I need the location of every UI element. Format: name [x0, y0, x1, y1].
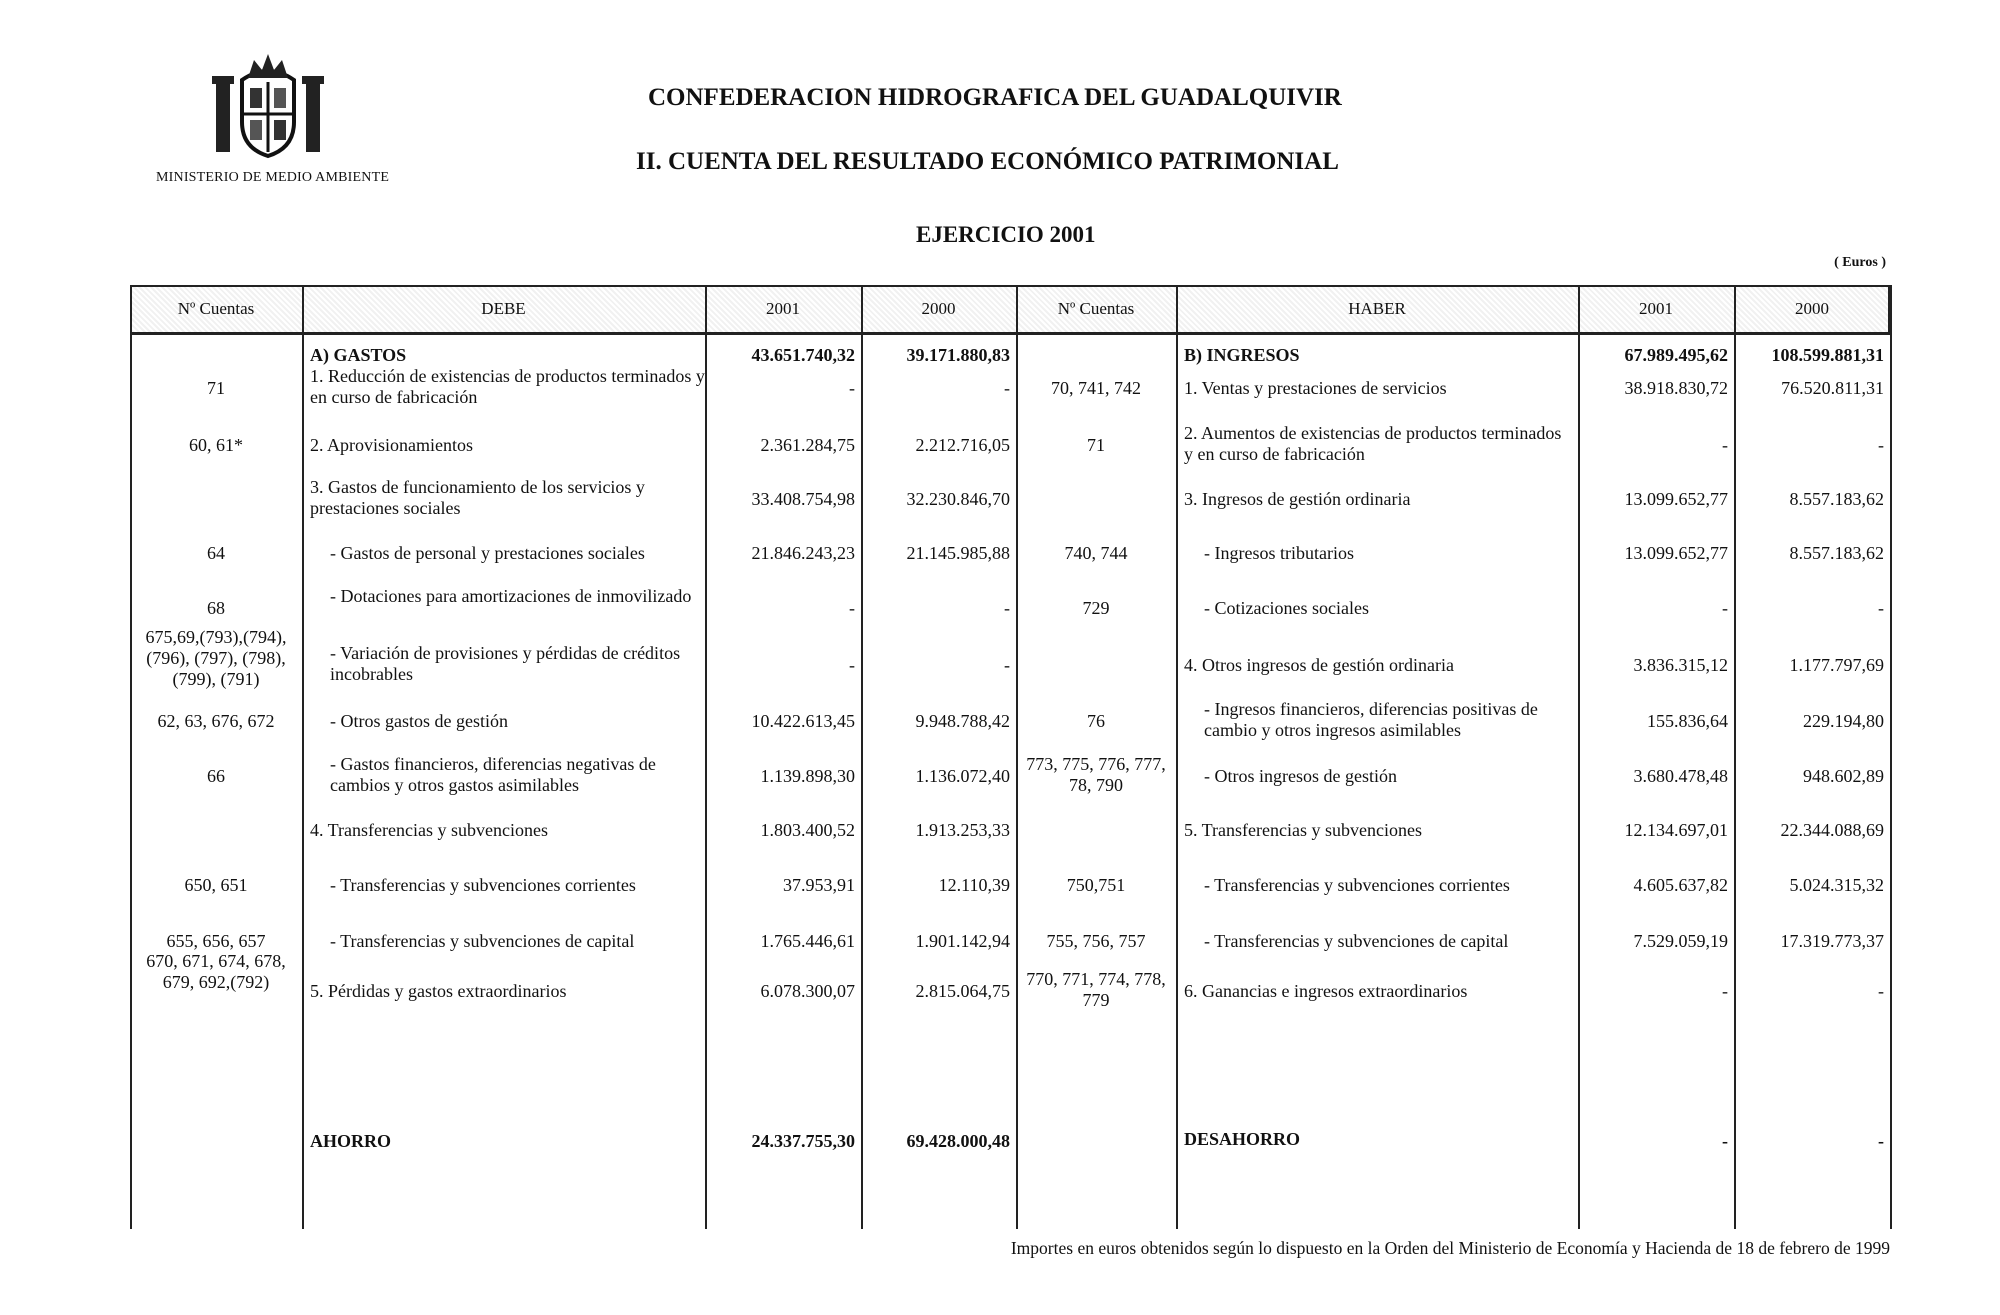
haber-row-2000: - [1878, 981, 1884, 1001]
income-statement-table [130, 285, 1892, 1229]
debe-row-cuentas: 71 [207, 378, 225, 398]
haber-row-2000: 22.344.088,69 [1780, 820, 1884, 840]
haber-row-cuentas: 76 [1087, 711, 1105, 731]
debe-row-desc: - Otros gastos de gestión [330, 711, 508, 731]
header-debe-2001: 2001 [766, 299, 800, 318]
debe-row-cuentas: 655, 656, 657 [166, 931, 266, 951]
footnote: Importes en euros obtenidos según lo dispuesto en la Orden del Ministerio de Economía y Hacienda de 18 de febrero de 1999 [1010, 1238, 1890, 1258]
ahorro-2001: 24.337.755,30 [751, 1131, 855, 1151]
debe-row-2000: 2.212.716,05 [915, 435, 1010, 455]
debe-row-desc: 5. Pérdidas y gastos extraordinarios [310, 981, 567, 1001]
debe-row-2000: 1.136.072,40 [915, 766, 1010, 786]
report-title: II. CUENTA DEL RESULTADO ECONÓMICO PATRIMONIAL [636, 148, 1339, 175]
haber-row-2001: 3.680.478,48 [1633, 766, 1728, 786]
debe-row-2000: 21.145.985,88 [906, 543, 1010, 563]
ministry-name: MINISTERIO DE MEDIO AMBIENTE [156, 170, 390, 185]
haber-row-cuentas: 729 [1082, 598, 1110, 618]
debe-row-cuentas: 62, 63, 676, 672 [157, 711, 275, 731]
debe-row-desc: 4. Transferencias y subvenciones [310, 820, 548, 840]
debe-row-2000: 32.230.846,70 [906, 489, 1010, 509]
debe-row-desc: 1. Reducción de existencias de productos terminados y en curso de fabricación [310, 366, 705, 407]
haber-row-2000: 5.024.315,32 [1789, 875, 1884, 895]
debe-row-cuentas: 60, 61* [189, 435, 243, 455]
haber-row-cuentas: 770, 771, 774, 778, 779 [1026, 969, 1166, 1010]
debe-row-desc: - Dotaciones para amortizaciones de inmovilizado [330, 586, 692, 606]
coat-of-arms-icon [210, 52, 326, 162]
haber-row-desc: 3. Ingresos de gestión ordinaria [1184, 489, 1411, 509]
debe-row-2000: - [1004, 378, 1010, 398]
debe-section-2001: 43.651.740,32 [751, 345, 855, 365]
haber-row-2000: 1.177.797,69 [1789, 655, 1884, 675]
debe-row-2001: 21.846.243,23 [751, 543, 855, 563]
haber-row-2001: 13.099.652,77 [1624, 543, 1728, 563]
haber-row-desc: 5. Transferencias y subvenciones [1184, 820, 1422, 840]
haber-section-2000: 108.599.881,31 [1771, 345, 1884, 365]
haber-row-cuentas: 70, 741, 742 [1051, 378, 1141, 398]
haber-row-desc: - Transferencias y subvenciones corrientes [1204, 875, 1510, 895]
debe-row-desc: - Gastos de personal y prestaciones sociales [330, 543, 645, 563]
desahorro-2001: - [1722, 1131, 1728, 1151]
debe-row-cuentas: 670, 671, 674, 678, 679, 692,(792) [146, 951, 286, 992]
debe-row-desc: 3. Gastos de funcionamiento de los servicios y prestaciones sociales [310, 477, 645, 518]
haber-row-2001: 7.529.059,19 [1633, 931, 1728, 951]
haber-row-2001: - [1722, 981, 1728, 1001]
debe-row-desc: - Gastos financieros, diferencias negativas de cambios y otros gastos asimilables [330, 754, 656, 795]
units-label: ( Euros ) [1834, 255, 1886, 270]
haber-row-2001: 13.099.652,77 [1624, 489, 1728, 509]
haber-row-2000: 229.194,80 [1803, 711, 1884, 731]
debe-row-desc: - Transferencias y subvenciones de capital [330, 931, 635, 951]
header-haber-2001: 2001 [1639, 299, 1673, 318]
haber-row-2000: - [1878, 435, 1884, 455]
haber-row-desc: 4. Otros ingresos de gestión ordinaria [1184, 655, 1454, 675]
haber-row-desc: - Ingresos tributarios [1204, 543, 1354, 563]
haber-row-desc: - Ingresos financieros, diferencias positivas de cambio y otros ingresos asimilables [1204, 699, 1538, 740]
debe-row-2000: - [1004, 598, 1010, 618]
haber-section-2001: 67.989.495,62 [1624, 345, 1728, 365]
header-debe-2000: 2000 [921, 299, 956, 318]
haber-row-2000: 948.602,89 [1803, 766, 1884, 786]
haber-row-cuentas: 773, 775, 776, 777, 78, 790 [1026, 754, 1166, 795]
debe-row-2001: 1.765.446,61 [760, 931, 855, 951]
debe-row-2001: 2.361.284,75 [760, 435, 855, 455]
haber-row-2000: 17.319.773,37 [1780, 931, 1884, 951]
debe-row-2000: 2.815.064,75 [915, 981, 1010, 1001]
debe-row-cuentas: 68 [207, 598, 225, 618]
desahorro-2000: - [1878, 1131, 1884, 1151]
debe-section-title: A) GASTOS [310, 345, 407, 365]
haber-row-2000: - [1878, 598, 1884, 618]
debe-row-2001: 1.803.400,52 [760, 820, 855, 840]
debe-row-2001: 6.078.300,07 [760, 981, 855, 1001]
haber-row-2001: 155.836,64 [1647, 711, 1728, 731]
debe-row-cuentas: 66 [207, 766, 225, 786]
haber-row-2000: 76.520.811,31 [1781, 378, 1884, 398]
haber-row-2001: - [1722, 435, 1728, 455]
haber-row-2001: - [1722, 598, 1728, 618]
debe-row-2000: 1.901.142,94 [915, 931, 1010, 951]
haber-row-cuentas: 71 [1087, 435, 1105, 455]
debe-row-2000: 12.110,39 [938, 875, 1010, 895]
fiscal-year: EJERCICIO 2001 [916, 222, 1096, 247]
debe-row-2001: 33.408.754,98 [751, 489, 855, 509]
haber-row-2001: 12.134.697,01 [1624, 820, 1728, 840]
header-haber: HABER [1348, 299, 1406, 318]
haber-row-desc: - Otros ingresos de gestión [1204, 766, 1397, 786]
haber-row-cuentas: 750,751 [1066, 875, 1126, 895]
debe-section-2000: 39.171.880,83 [906, 345, 1010, 365]
haber-row-desc: - Transferencias y subvenciones de capital [1204, 931, 1509, 951]
debe-row-cuentas: 675,69,(793),(794), (796), (797), (798), (799), (791) [145, 627, 287, 689]
header-haber-2000: 2000 [1795, 299, 1829, 318]
haber-row-desc: - Cotizaciones sociales [1204, 598, 1369, 618]
debe-row-2001: - [849, 655, 855, 675]
haber-row-2001: 38.918.830,72 [1624, 378, 1728, 398]
debe-row-desc: - Transferencias y subvenciones corrientes [330, 875, 636, 895]
organization-title: CONFEDERACION HIDROGRAFICA DEL GUADALQUIVIR [648, 84, 1342, 111]
debe-row-2001: - [849, 378, 855, 398]
haber-row-2001: 3.836.315,12 [1633, 655, 1728, 675]
debe-row-2000: 9.948.788,42 [915, 711, 1010, 731]
haber-row-2000: 8.557.183,62 [1789, 489, 1884, 509]
haber-row-2000: 8.557.183,62 [1789, 543, 1884, 563]
ahorro-label: AHORRO [310, 1131, 391, 1151]
debe-row-cuentas: 650, 651 [184, 875, 248, 895]
header-haber-cuentas: Nº Cuentas [1057, 299, 1135, 318]
debe-row-2001: 37.953,91 [783, 875, 855, 895]
haber-section-title: B) INGRESOS [1184, 345, 1300, 365]
header-debe: DEBE [481, 299, 526, 318]
debe-row-2000: 1.913.253,33 [915, 820, 1010, 840]
debe-row-2001: 10.422.613,45 [751, 711, 855, 731]
haber-row-2001: 4.605.637,82 [1633, 875, 1728, 895]
haber-row-cuentas: 740, 744 [1064, 543, 1128, 563]
debe-row-2000: - [1004, 655, 1010, 675]
header-debe-cuentas: Nº Cuentas [177, 299, 255, 318]
debe-row-cuentas: 64 [207, 543, 225, 563]
haber-row-desc: 6. Ganancias e ingresos extraordinarios [1184, 981, 1468, 1001]
debe-row-desc: - Variación de provisiones y pérdidas de créditos incobrables [330, 643, 681, 684]
desahorro-label: DESAHORRO [1184, 1129, 1301, 1149]
haber-row-cuentas: 755, 756, 757 [1046, 931, 1146, 951]
debe-row-2001: 1.139.898,30 [760, 766, 855, 786]
haber-row-desc: 1. Ventas y prestaciones de servicios [1184, 378, 1447, 398]
debe-row-2001: - [849, 598, 855, 618]
debe-row-desc: 2. Aprovisionamientos [310, 435, 473, 455]
ahorro-2000: 69.428.000,48 [906, 1131, 1010, 1151]
haber-row-desc: 2. Aumentos de existencias de productos terminados y en curso de fabricación [1184, 423, 1562, 464]
